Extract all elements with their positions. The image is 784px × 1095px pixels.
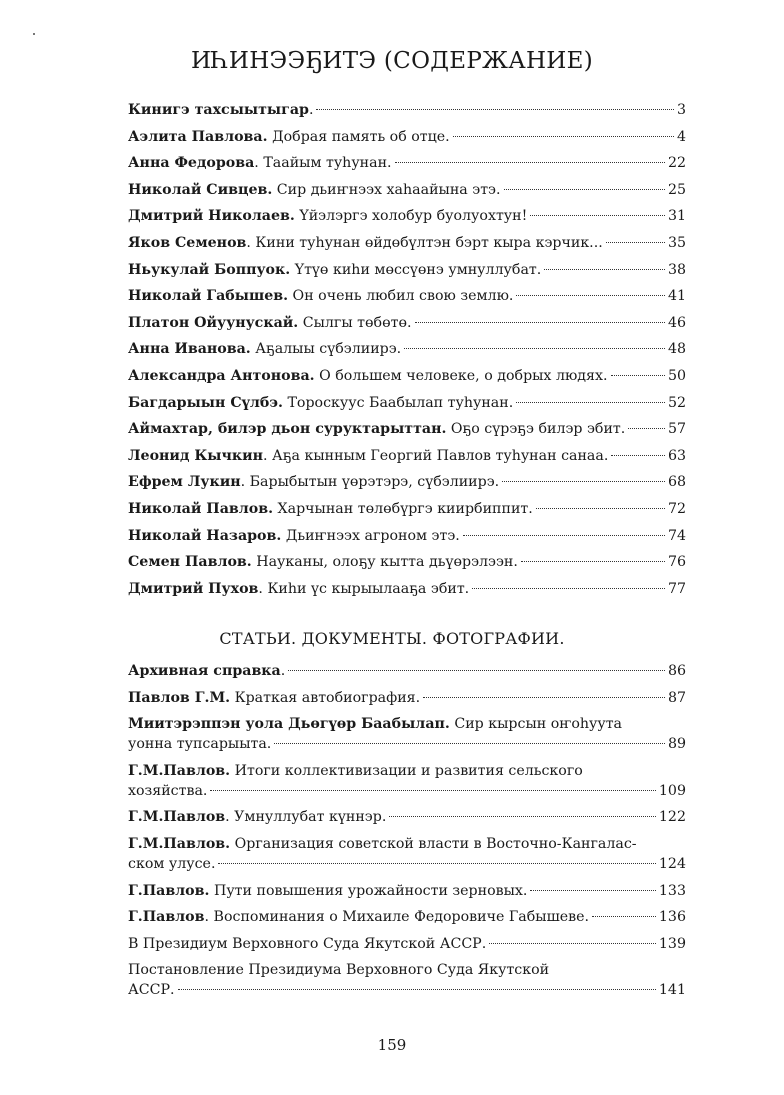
entry-title: Постановление Президиума Верховного Суда Якутской <box>128 962 550 979</box>
entry-author: Г.М.Павлов. <box>128 835 231 852</box>
entry-author: Леонид Кычкин <box>128 447 264 464</box>
entry-text: уонна тупсарыыта. <box>128 736 272 753</box>
entry-text <box>128 807 386 827</box>
entry-text <box>128 366 608 386</box>
dot-leader <box>516 402 665 403</box>
entry-title: Сылгы төбөтө. <box>298 314 412 331</box>
entry-title: Үйэлэргэ холобур буолуохтун! <box>294 208 528 225</box>
dot-leader <box>489 943 656 944</box>
entry-line <box>128 834 686 854</box>
entry-text <box>128 286 513 306</box>
entry-text <box>128 446 608 466</box>
entry-text <box>128 579 469 599</box>
entry-author: Г.Павлов <box>128 909 205 926</box>
contents-section-1 <box>128 100 686 605</box>
dot-leader <box>502 481 665 482</box>
dot-leader <box>415 322 665 323</box>
entry-title: Тороскуус Баабылап туһунан. <box>282 394 514 411</box>
entry-author: Кинигэ тахсыытыгар <box>128 102 309 118</box>
entry-title: Добрая память об отце. <box>267 128 450 145</box>
entry-author: Николай Павлов. <box>128 500 274 517</box>
toc-entry[interactable] <box>128 286 686 306</box>
toc-entry[interactable] <box>128 180 686 200</box>
entry-text <box>128 907 589 927</box>
entry-text: АССР. <box>128 982 175 999</box>
toc-entry[interactable] <box>128 153 686 173</box>
dot-leader <box>628 428 665 429</box>
entry-page: 46 <box>667 314 686 331</box>
entry-title: В Президиум Верховного Суда Якутской АССР. <box>128 935 487 952</box>
dot-leader <box>288 670 665 671</box>
toc-entry[interactable] <box>128 366 686 386</box>
entry-title: Оҕо сүрэҕэ билэр эбит. <box>446 421 626 438</box>
entry-author: Ефрем Лукин <box>128 474 241 491</box>
dot-leader <box>606 242 665 243</box>
entry-title: . Киһи үс кырыылааҕа эбит. <box>258 580 470 597</box>
dot-leader <box>521 561 665 562</box>
entry-page: 139 <box>658 935 686 952</box>
entry-author: Аэлита Павлова. <box>128 128 268 145</box>
entry-page: 50 <box>667 367 686 384</box>
entry-text <box>128 419 625 439</box>
entry-page: 74 <box>667 527 686 544</box>
entry-page: 38 <box>667 261 686 278</box>
entry-page: 109 <box>658 782 686 799</box>
entry-text <box>128 233 603 253</box>
entry-author: Архивная справка <box>128 663 281 679</box>
entry-page: 3 <box>676 102 686 118</box>
dot-leader <box>536 508 665 509</box>
toc-entry[interactable] <box>128 807 686 827</box>
dot-leader <box>611 375 665 376</box>
entry-author: Николай Габышев. <box>128 288 289 305</box>
entry-author: Анна Федорова <box>128 155 255 172</box>
entry-title: Дьиҥнээх агроном этэ. <box>281 527 460 544</box>
toc-entry[interactable] <box>128 960 686 1000</box>
entry-line <box>128 960 686 980</box>
toc-entry[interactable] <box>128 446 686 466</box>
toc-entry[interactable] <box>128 881 686 901</box>
entry-page: 89 <box>667 736 686 753</box>
entry-title: Сир дьиҥнээх хаһаайына этэ. <box>272 181 501 198</box>
dot-leader <box>472 588 665 589</box>
entry-author: Николай Сивцев. <box>128 181 273 198</box>
entry-page: 133 <box>658 882 686 899</box>
entry-page: 122 <box>658 809 686 826</box>
entry-title: О большем человеке, о добрых людях. <box>314 367 608 384</box>
dot-leader <box>389 816 656 817</box>
entry-text <box>128 881 527 901</box>
toc-entry[interactable] <box>128 714 686 754</box>
entry-page: 57 <box>667 421 686 438</box>
toc-entry[interactable] <box>128 393 686 413</box>
entry-author: Яков Семенов <box>128 234 247 251</box>
entry-title: Үтүө киһи мөссүөнэ умнуллубат. <box>290 261 542 278</box>
dot-leader <box>592 916 656 917</box>
entry-title: Науканы, олоҕу кытта дьүөрэлээн. <box>251 554 518 571</box>
entry-title: . Воспоминания о Михаиле Федоровиче Габышеве. <box>204 909 590 926</box>
entry-text <box>128 206 527 226</box>
entry-page: 136 <box>658 909 686 926</box>
entry-text <box>128 100 313 120</box>
entry-text <box>128 153 392 173</box>
entry-page: 48 <box>667 341 686 358</box>
dot-leader <box>453 136 674 137</box>
entry-line <box>128 714 686 734</box>
section-heading: СТАТЬИ. ДОКУМЕНТЫ. ФОТОГРАФИИ. <box>219 629 565 648</box>
toc-entry[interactable] <box>128 579 686 599</box>
entry-author: Г.М.Павлов. <box>128 762 231 779</box>
page-number: 159 <box>377 1036 407 1054</box>
dot-leader <box>404 348 665 349</box>
dot-leader <box>611 455 665 456</box>
entry-page: 4 <box>676 128 686 145</box>
entry-author: Миитэрэппэн уола Дьөгүөр Баабылап. <box>128 716 450 733</box>
entry-title: Краткая автобиография. <box>230 689 421 706</box>
entry-text <box>128 499 533 519</box>
entry-page: 22 <box>667 155 686 172</box>
entry-text <box>128 472 499 492</box>
entry-title: . Кини туһунан өйдөбүлтэн бэрт кыра кэрчик... <box>246 234 603 251</box>
toc-entry[interactable] <box>128 934 686 954</box>
entry-author: Николай Назаров. <box>128 527 282 544</box>
entry-page: 86 <box>667 663 686 679</box>
dot-leader <box>544 269 665 270</box>
toc-entry[interactable] <box>128 313 686 333</box>
dot-leader <box>423 697 665 698</box>
entry-page: 141 <box>658 982 686 999</box>
toc-entry[interactable] <box>128 260 686 280</box>
toc-entry[interactable] <box>128 206 686 226</box>
dot-leader <box>316 109 674 110</box>
entry-author: Г.М.Павлов <box>128 809 226 826</box>
entry-title: . <box>308 102 314 118</box>
dot-leader <box>530 215 665 216</box>
entry-page: 25 <box>667 181 686 198</box>
toc-entry[interactable] <box>128 761 686 801</box>
dot-leader <box>395 162 665 163</box>
dot-leader <box>504 189 665 190</box>
entry-title: Он очень любил свою землю. <box>288 288 514 305</box>
entry-page: 76 <box>667 554 686 571</box>
entry-text <box>128 339 401 359</box>
dot-leader <box>274 743 665 744</box>
toc-entry[interactable] <box>128 661 686 681</box>
entry-line <box>128 761 686 781</box>
toc-entry[interactable] <box>128 339 686 359</box>
entry-author: Г.Павлов. <box>128 882 210 899</box>
entry-page: 35 <box>667 234 686 251</box>
entry-author: Платон Ойуунускай. <box>128 314 299 331</box>
entry-author: Багдарыын Сүлбэ. <box>128 394 283 411</box>
entry-title: Организация советской власти в Восточно-Кангалас- <box>230 835 637 852</box>
entry-title: Сир кырсын оҥоһуута <box>449 716 623 733</box>
entry-title: . Таайым туһунан. <box>254 155 392 172</box>
entry-page: 87 <box>667 689 686 706</box>
entry-text <box>128 180 501 200</box>
entry-text <box>128 688 420 708</box>
dot-leader <box>178 989 656 990</box>
dot-leader <box>218 863 655 864</box>
entry-title: . Барыбытын үөрэтэрэ, сүбэлиирэ. <box>240 474 500 491</box>
entry-page: 63 <box>667 447 686 464</box>
toc-entry[interactable] <box>128 834 686 874</box>
entry-page: 77 <box>667 580 686 597</box>
entry-author: Ньукулай Боппуок. <box>128 261 291 278</box>
dot-leader <box>463 535 665 536</box>
entry-page: 41 <box>667 288 686 305</box>
entry-text <box>128 552 518 572</box>
entry-text: ском улусе. <box>128 855 216 872</box>
entry-text <box>128 313 412 333</box>
scan-speck <box>33 33 35 35</box>
toc-entry[interactable] <box>128 552 686 572</box>
entry-text <box>128 661 285 681</box>
toc-entry[interactable] <box>128 472 686 492</box>
dot-leader <box>530 890 655 891</box>
toc-entry[interactable] <box>128 499 686 519</box>
entry-title: Харчынан төлөбүргэ киирбиппит. <box>273 500 533 517</box>
contents-section-2 <box>128 661 686 1007</box>
entry-page: 72 <box>667 500 686 517</box>
entry-title: Пути повышения урожайности зерновых. <box>209 882 528 899</box>
toc-entry[interactable] <box>128 127 686 147</box>
entry-page: 68 <box>667 474 686 491</box>
toc-entry[interactable] <box>128 526 686 546</box>
entry-author: Семен Павлов. <box>128 554 252 571</box>
entry-page: 124 <box>658 855 686 872</box>
toc-entry[interactable] <box>128 100 686 120</box>
entry-title: Итоги коллективизации и развития сельского <box>230 762 583 779</box>
entry-text <box>128 260 541 280</box>
toc-entry[interactable] <box>128 419 686 439</box>
toc-entry[interactable] <box>128 233 686 253</box>
entry-text <box>128 934 486 954</box>
dot-leader <box>210 790 655 791</box>
entry-author: Аймахтар, билэр дьон суруктарыттан. <box>128 421 447 438</box>
entry-author: Анна Иванова. <box>128 341 251 358</box>
entry-text: хозяйства. <box>128 782 208 799</box>
entry-page: 31 <box>667 208 686 225</box>
entry-title: . <box>280 663 286 679</box>
dot-leader <box>516 295 665 296</box>
entry-text <box>128 127 450 147</box>
entry-text <box>128 393 513 413</box>
entry-page: 52 <box>667 394 686 411</box>
toc-entry[interactable] <box>128 907 686 927</box>
entry-author: Дмитрий Николаев. <box>128 208 295 225</box>
entry-title: Аҕалыы сүбэлиирэ. <box>250 341 402 358</box>
page-title: ИҺИНЭЭҔИТЭ (СОДЕРЖАНИЕ) <box>190 48 594 74</box>
entry-title: . Аҕа кынным Георгий Павлов туһунан санаа. <box>263 447 609 464</box>
entry-author: Павлов Г.М. <box>128 689 231 706</box>
entry-title: . Умнуллубат күннэр. <box>225 809 387 826</box>
toc-entry[interactable] <box>128 688 686 708</box>
entry-author: Дмитрий Пухов <box>128 580 259 597</box>
entry-text <box>128 526 460 546</box>
entry-author: Александра Антонова. <box>128 367 315 384</box>
